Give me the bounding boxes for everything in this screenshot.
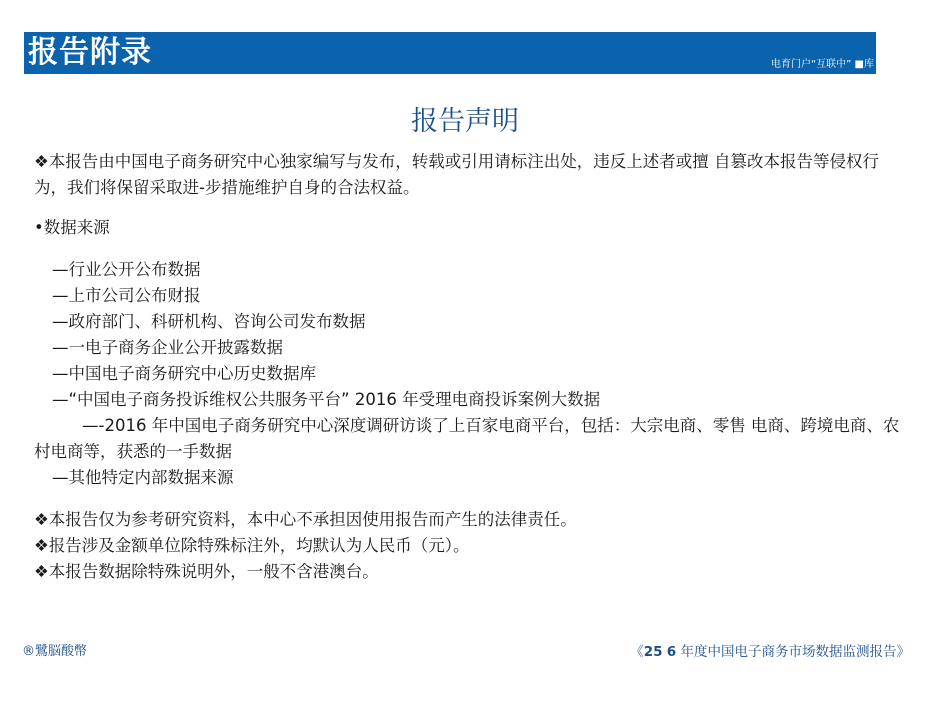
header-bar: [24, 32, 876, 74]
footer-report-title: 《25 6 年度中国电子商务市场数据监测报告》: [630, 644, 910, 660]
source-item-survey: —-2016 年中国电子商务研究中心深度调研访谈了上百家电商平台，包括：大宗电商、零售 电商、跨境电商、农村电商等，获悉的一手数据: [34, 416, 900, 461]
section-title: 报告附录: [28, 35, 152, 70]
note-item: ❖本报告仅为参考研究资料，本中心不承担因使用报告而产生的法律责任。: [34, 510, 577, 529]
note-item: ❖报告涉及金额单位除特殊标注外，均默认为人民币（元）。: [34, 536, 470, 555]
source-item: —其他特定内部数据来源: [52, 468, 234, 487]
header-subtitle: 电育门户“互联中” ■库: [771, 59, 874, 70]
statement-paragraph: ❖本报告由中国电子商务研究中心独家编写与发布，转载或引用请标注出处，违反上述者或擅 自篡改本报告等侵权行为，我们将保留采取进-步措施维护自身的合法权益。: [34, 152, 880, 197]
page-title: 报告声明: [411, 106, 519, 137]
source-item: —上市公司公布财报: [52, 286, 201, 305]
source-item: —中国电子商务研究中心历史数据库: [52, 364, 316, 383]
source-item: —一电子商务企业公开披露数据: [52, 338, 283, 357]
document-body: [34, 149, 900, 585]
source-item: —“中国电子商务投诉维权公共服务平台” 2016 年受理电商投诉案例大数据: [52, 390, 601, 409]
note-item: ❖本报告数据除特殊说明外，一般不含港澳台。: [34, 562, 379, 581]
footer-logo-text: ®鷺脳酸幣: [22, 644, 88, 659]
source-item: —政府部门、科研机构、咨询公司发布数据: [52, 312, 366, 331]
source-item: —行业公开公布数据: [52, 260, 201, 279]
sources-heading: •数据来源: [34, 218, 110, 237]
